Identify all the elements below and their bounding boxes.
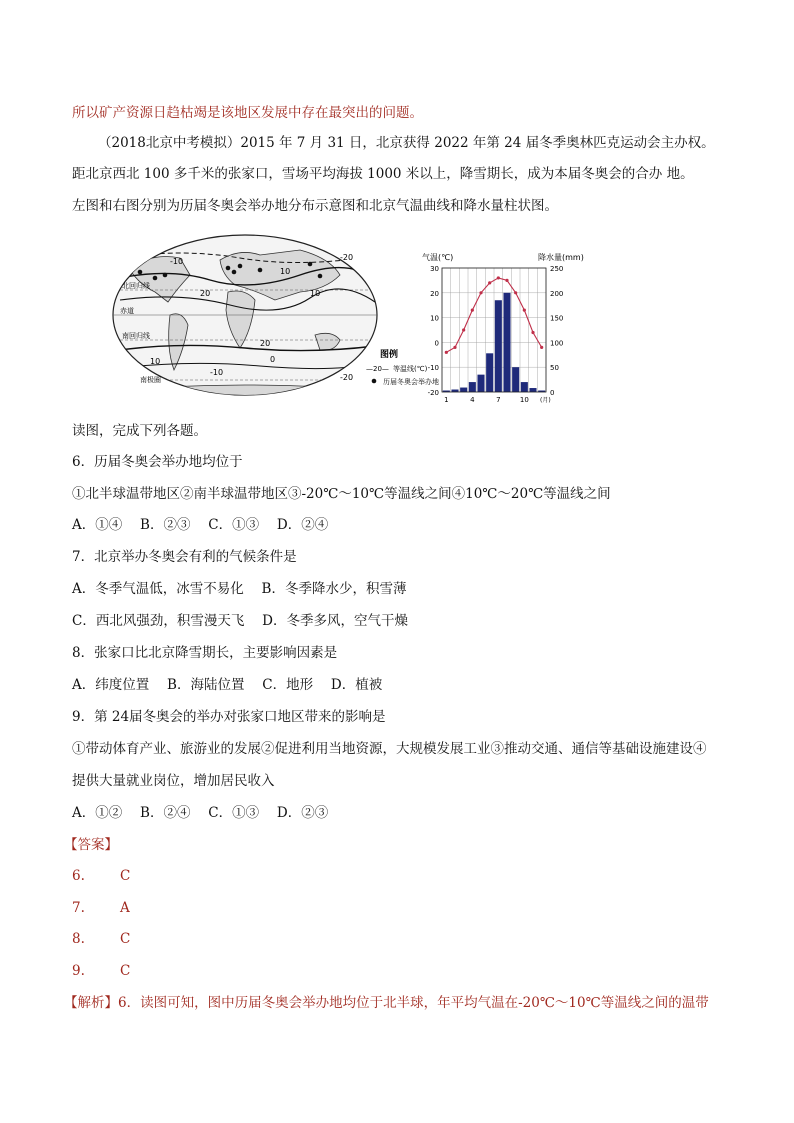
map-label: -10 [210, 368, 224, 377]
right-axis-label: 降水量(mm) [538, 253, 584, 262]
question-intro-3: 左图和右图分别为历届冬奥会举办地分布示意图和北京气温曲线和降水量柱状图。 [72, 198, 558, 214]
answer-row [72, 866, 130, 886]
legend-isotherm-value: —20— [366, 365, 389, 373]
legend-dot-icon [372, 379, 377, 384]
precip-tick-label: 50 [550, 364, 559, 373]
legend-site-label: 历届冬奥会举办地 [383, 378, 439, 386]
answer-value: C [120, 963, 131, 979]
temperature-point [540, 346, 543, 349]
equator-label: 赤道 [120, 307, 134, 315]
answer-number: 6. [72, 868, 85, 884]
question-8-choices: A．纬度位置 B．海陆位置 C．地形 D．植被 [72, 677, 383, 693]
answer-heading: 【答案】 [64, 837, 118, 853]
precip-tick-label: 250 [550, 265, 564, 273]
precip-bar [495, 300, 502, 392]
question-7-choices-ab: A．冬季气温低，冰雪不易化 B．冬季降水少，积雪薄 [72, 581, 407, 597]
temp-tick-label: -10 [427, 364, 439, 373]
map-label: 20 [200, 289, 211, 298]
temperature-point [514, 291, 517, 294]
answer-row [72, 898, 130, 918]
answer-row [72, 961, 130, 981]
left-axis-label: 气温(℃) [422, 253, 454, 262]
precip-bar [477, 375, 484, 392]
question-9-options-1: ①带动体育产业、旅游业的发展②促进利用当地资源，大规模发展工业③推动交通、通信等基础设施建设④ [72, 741, 707, 757]
answer-number: 9. [72, 963, 85, 979]
map-label: 20 [260, 339, 271, 348]
temperature-point [445, 351, 448, 354]
precip-tick-label: 100 [550, 339, 564, 348]
temp-tick-label: 10 [430, 314, 439, 323]
temperature-point [488, 281, 491, 284]
legend-isotherm-label: 等温线(℃) [393, 365, 428, 373]
map-label: 10 [150, 357, 161, 366]
map-label: 10 [310, 289, 321, 298]
question-6-options: ①北半球温带地区②南半球温带地区③-20℃～10℃等温线之间④10℃～20℃等温线之间 [72, 486, 611, 502]
precip-bar [469, 382, 476, 392]
temperature-point [531, 331, 534, 334]
antarctic-circle-label: 南极圈 [140, 376, 161, 384]
precip-tick-label: 0 [550, 389, 555, 397]
answer-value: A [120, 900, 130, 916]
map-label: -20 [340, 373, 354, 382]
x-tick-label: 1 [444, 396, 449, 404]
temp-tick-label: -20 [427, 389, 439, 397]
answer-number: 7. [72, 900, 85, 916]
map-label: 10 [280, 267, 291, 276]
map-label: 0 [270, 355, 276, 364]
instruction-text: 读图，完成下列各题。 [72, 423, 207, 439]
temperature-point [471, 309, 474, 312]
answer-number: 8. [72, 931, 85, 947]
question-7-choices-cd: C．西北风强劲，积雪漫天飞 D．冬季多风，空气干燥 [72, 613, 408, 629]
temperature-point [462, 328, 465, 331]
temperature-point [505, 279, 508, 282]
answer-row [72, 929, 130, 949]
question-6-choices: A．①④ B．②③ C．①③ D．②④ [72, 517, 329, 533]
x-tick-label: 4 [470, 396, 475, 404]
map-label: -10 [170, 257, 184, 266]
question-6: 6．历届冬奥会举办地均位于 [72, 454, 243, 470]
tropic-of-capricorn-label: 南回归线 [122, 332, 150, 340]
tropic-of-cancer-label: 北回归线 [122, 282, 150, 290]
precip-bar [512, 367, 519, 392]
precip-bar [486, 353, 493, 392]
precip-tick-label: 150 [550, 314, 564, 323]
question-intro-1: （2018北京中考模拟）2015 年 7 月 31 日，北京获得 2022 年第 24 届冬季奥林匹克运动会主办权。 [98, 135, 715, 151]
paragraph-conclusion: 所以矿产资源日趋枯竭是该地区发展中存在最突出的问题。 [72, 105, 423, 121]
world-map-figure [110, 230, 470, 410]
precip-tick-label: 200 [550, 289, 564, 298]
temperature-point [479, 291, 482, 294]
question-9: 9．第 24届冬奥会的举办对张家口地区带来的影响是 [72, 709, 386, 725]
answer-value: C [120, 931, 131, 947]
question-7: 7．北京举办冬奥会有利的气候条件是 [72, 549, 297, 565]
precip-bar [503, 293, 510, 392]
x-tick-label: 7 [496, 396, 501, 404]
temp-tick-label: 20 [430, 289, 439, 298]
question-9-choices: A．①② B．②④ C．①③ D．②③ [72, 805, 329, 821]
temp-tick-label: 30 [430, 265, 439, 273]
question-intro-2: 距北京西北 100 多千米的张家口，雪场平均海拔 1000 米以上，降雪期长，成为本届冬奥会的合办 地。 [72, 166, 694, 182]
answer-value: C [120, 868, 131, 884]
precip-bar [460, 388, 467, 392]
temperature-point [523, 309, 526, 312]
precip-bar [529, 388, 536, 392]
question-8: 8．张家口比北京降雪期长，主要影响因素是 [72, 645, 338, 661]
climate-chart [420, 250, 590, 410]
precip-bar [521, 382, 528, 392]
map-label: -20 [340, 253, 354, 262]
temperature-point [497, 276, 500, 279]
x-tick-label: 10 [519, 396, 529, 404]
legend-title: 图例 [380, 350, 399, 360]
question-9-options-2: 提供大量就业岗位，增加居民收入 [72, 773, 275, 789]
temperature-point [453, 346, 456, 349]
temp-tick-label: 0 [434, 339, 439, 348]
x-axis-label: (月) [540, 397, 551, 404]
analysis-text: 【解析】6．读图可知，图中历届冬奥会举办地均位于北半球，年平均气温在-20℃～10℃等温线之间的温带 [64, 995, 709, 1011]
